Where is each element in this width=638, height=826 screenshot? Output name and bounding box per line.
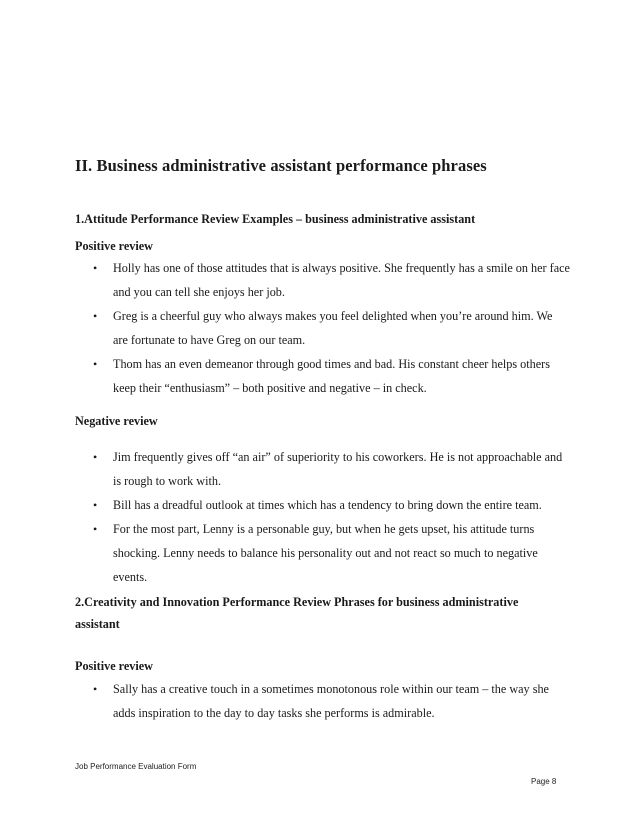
positive-review-list-2 — [75, 677, 570, 725]
positive-review-label-2: Positive review — [75, 659, 153, 673]
list-item: • For the most part, Lenny is a personable guy, but when he gets upset, his attitude turns shocking. Lenny needs to balance his personality out and not react so much to negative events. — [75, 517, 570, 589]
bullet-icon: • — [93, 522, 98, 536]
subsection-title-attitude: 1.Attitude Performance Review Examples – business administrative assistant — [75, 212, 476, 226]
bullet-icon: • — [93, 450, 98, 464]
bullet-icon: • — [93, 261, 98, 275]
list-item: • Bill has a dreadful outlook at times which has a tendency to bring down the entire team. — [75, 493, 570, 517]
negative-review-label: Negative review — [75, 414, 158, 428]
subsection-title-creativity: 2.Creativity and Innovation Performance Review Phrases for business administrative assistant — [75, 595, 519, 631]
bullet-icon: • — [93, 498, 98, 512]
list-item: • Holly has one of those attitudes that is always positive. She frequently has a smile on her face and you can tell she enjoys her job. — [75, 256, 570, 304]
positive-review-list — [75, 256, 570, 400]
bullet-icon: • — [93, 682, 98, 696]
footer-document-title: Job Performance Evaluation Form — [75, 762, 197, 771]
list-item: • Greg is a cheerful guy who always makes you feel delighted when you’re around him. We are fortunate to have Greg on our team. — [75, 304, 570, 352]
section-heading: II. Business administrative assistant performance phrases — [75, 156, 487, 175]
negative-review-list — [75, 445, 570, 589]
list-item: • Thom has an even demeanor through good times and bad. His constant cheer helps others keep their “enthusiasm” – both positive and negative – in check. — [75, 352, 570, 400]
list-item: • Jim frequently gives off “an air” of superiority to his coworkers. He is not approachable and is rough to work with. — [75, 445, 570, 493]
positive-review-label: Positive review — [75, 239, 153, 253]
list-item: • Sally has a creative touch in a sometimes monotonous role within our team – the way she adds inspiration to the day to day tasks she performs is admirable. — [75, 677, 570, 725]
bullet-icon: • — [93, 357, 98, 371]
page-number: Page 8 — [531, 777, 557, 786]
bullet-icon: • — [93, 309, 98, 323]
